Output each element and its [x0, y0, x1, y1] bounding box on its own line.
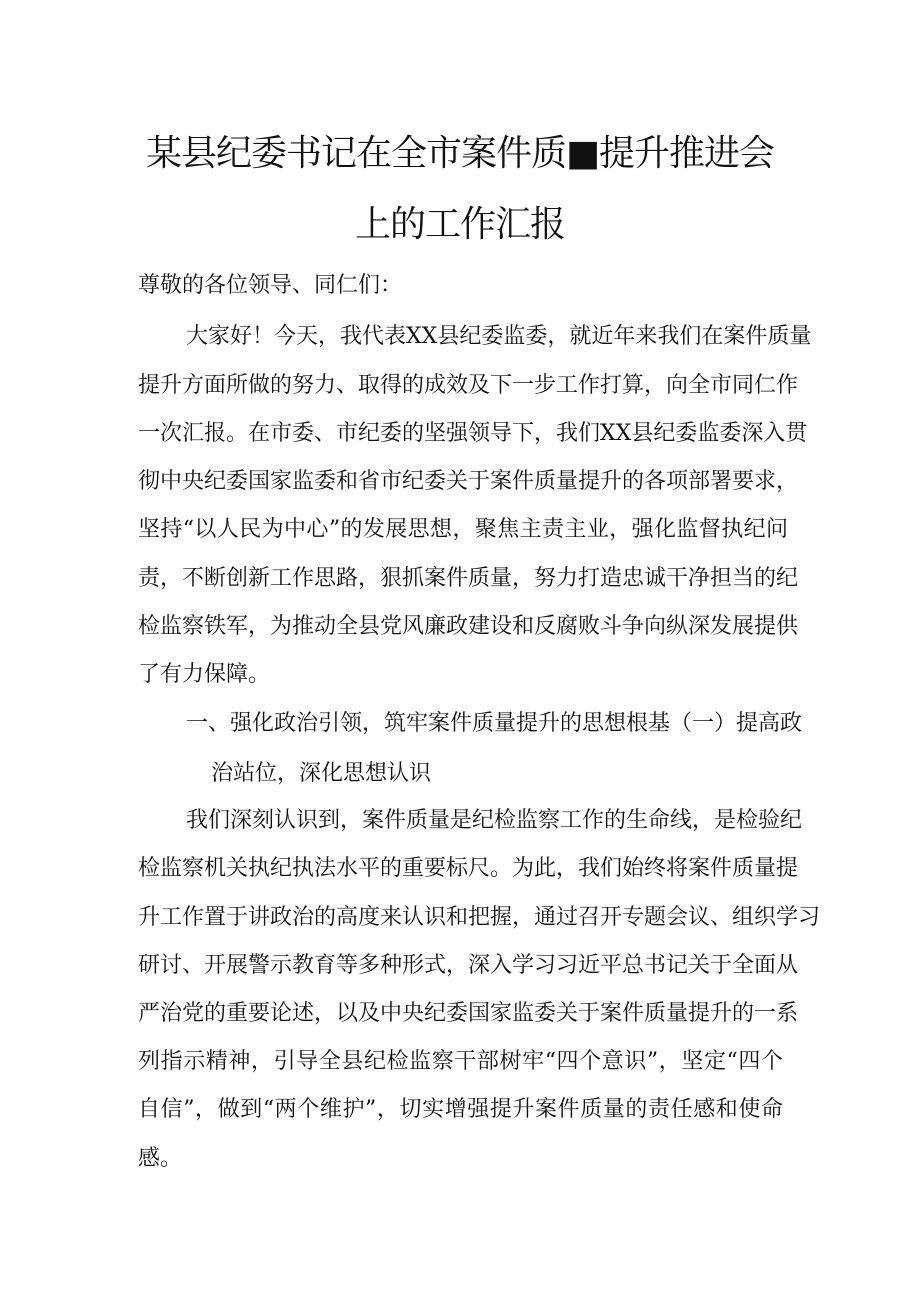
section-heading-line: 一、强化政治引领，筑牢案件质量提升的思想根基（一）提高政 — [186, 711, 803, 736]
paragraph-1-line: 大家好！今天，我代表XX县纪委监委，就近年来我们在案件质量 — [186, 324, 812, 349]
paragraph-2-line: 感。 — [138, 1146, 183, 1171]
paragraph-2-line: 自信”，做到“两个维护”，切实增强提升案件质量的责任感和使命 — [138, 1097, 783, 1122]
document-title-line-1: 某县纪委书记在全市案件质■提升推进会 — [145, 133, 774, 174]
paragraph-1-line: 坚持“以人民为中心”的发展思想，聚焦主责主业，强化监督执纪问 — [138, 517, 788, 542]
paragraph-2-line: 研讨、开展警示教育等多种形式，深入学习习近平总书记关于全面从 — [138, 953, 799, 978]
document-title-line-2: 上的工作汇报 — [354, 204, 565, 245]
paragraph-1-line: 彻中央纪委国家监委和省市纪委关于案件质量提升的各项部署要求， — [138, 469, 799, 494]
paragraph-2-line: 升工作置于讲政治的高度来认识和把握，通过召开专题会议、组织学习 — [138, 905, 821, 930]
paragraph-1-line: 提升方面所做的努力、取得的成效及下一步工作打算，向全市同仁作 — [138, 373, 799, 398]
paragraph-2-line: 检监察机关执纪执法水平的重要标尺。为此，我们始终将案件质量提 — [138, 856, 799, 881]
paragraph-1-line: 责，不断创新工作思路，狠抓案件质量，努力打造忠诚干净担当的纪 — [138, 566, 799, 591]
salutation: 尊敬的各位领导、同仁们： — [138, 273, 403, 298]
paragraph-2-line: 严治党的重要论述，以及中央纪委国家监委关于案件质量提升的一系 — [138, 1001, 799, 1026]
paragraph-1-line: 了有力保障。 — [138, 662, 271, 687]
paragraph-1-line: 一次汇报。在市委、市纪委的坚强领导下，我们XX县纪委监委深入贯 — [138, 421, 808, 446]
section-heading-line: 治站位，深化思想认识 — [211, 761, 432, 786]
paragraph-1-line: 检监察铁军，为推动全县党风廉政建设和反腐败斗争向纵深发展提供 — [138, 614, 799, 639]
paragraph-2-line: 列指示精神，引导全县纪检监察干部树牢“四个意识”，坚定“四个 — [138, 1049, 783, 1074]
paragraph-2-line: 我们深刻认识到，案件质量是纪检监察工作的生命线，是检验纪 — [186, 808, 803, 833]
